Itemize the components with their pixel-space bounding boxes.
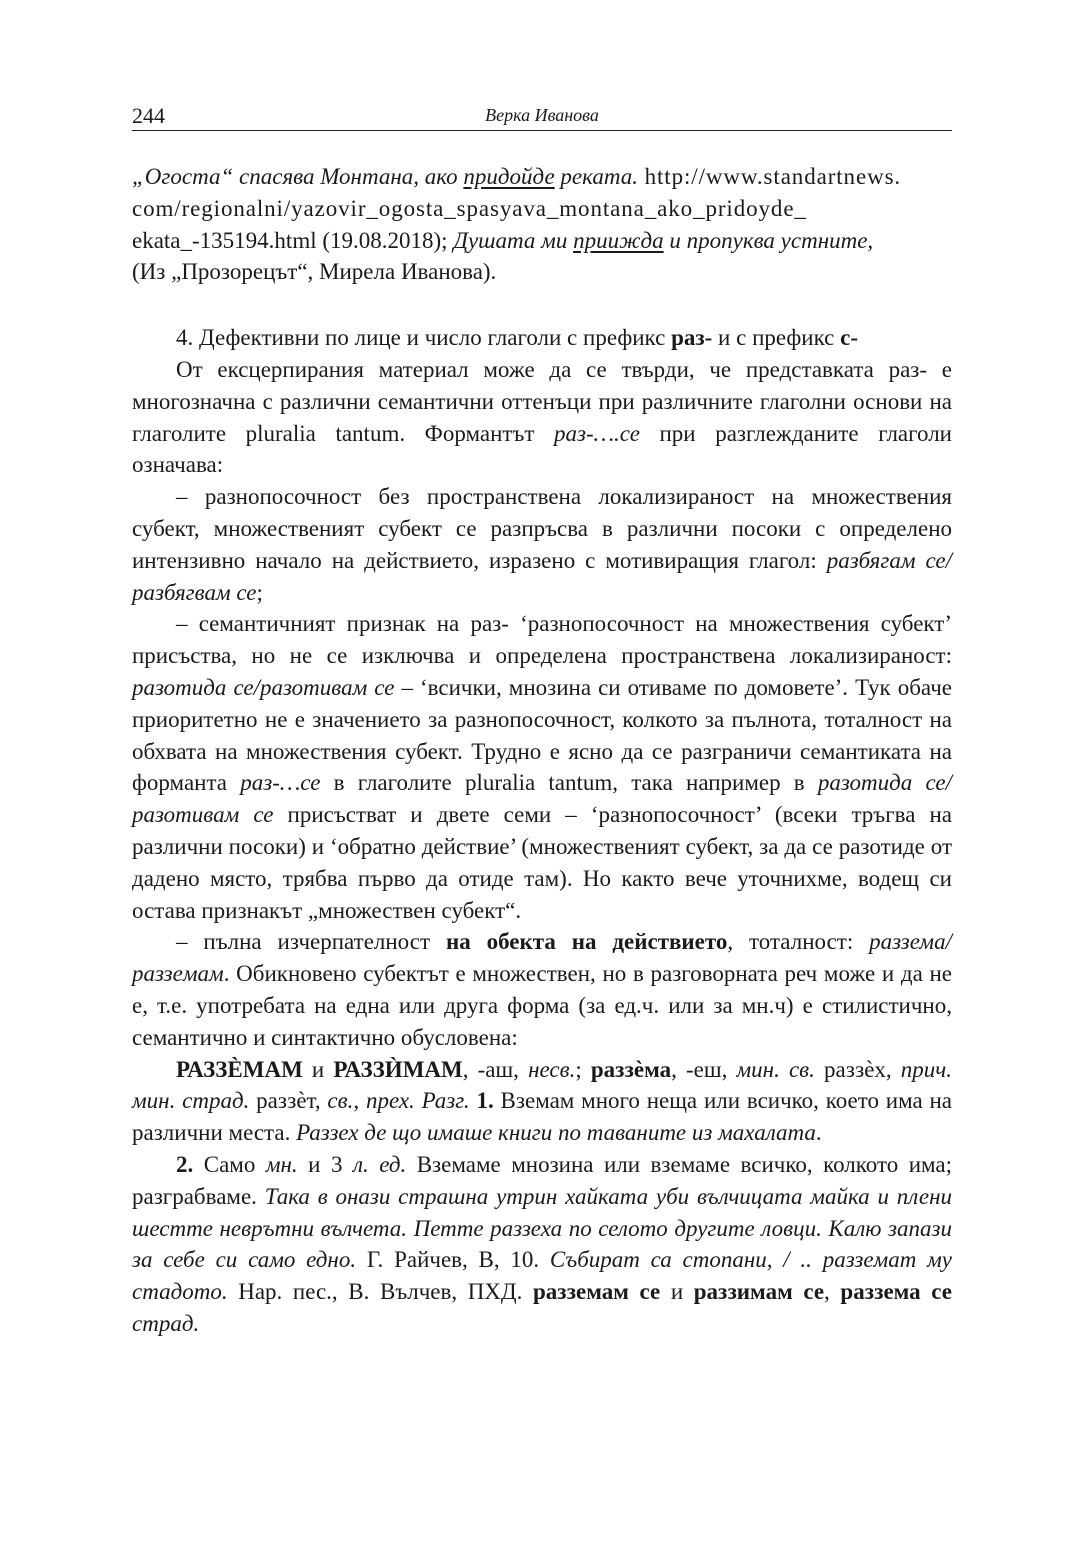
- reference-paragraph: [132, 161, 952, 288]
- quote-open: „: [132, 164, 145, 189]
- page-number: 244: [132, 103, 165, 128]
- list-item-1: [132, 481, 952, 608]
- entry-text-1: и: [302, 1056, 334, 1082]
- entry-text-3: ;: [575, 1056, 591, 1082]
- sense2-text-6: и: [660, 1279, 694, 1305]
- item2-text-4: присъстват и двете семи – ‘разнопосочност’ (всеки тръгва на различни посоки) и ‘обратно действие’ (множественият субект, за да се разотиде от дадено място, трябва първо да отиде там). Но както вече уточнихме, водещ си остава признакът „множествен субект“.: [132, 802, 952, 923]
- item1-text-2: ;: [256, 579, 263, 605]
- entry-gram-1: несв.: [528, 1056, 576, 1082]
- source-url-a: http://www.standartnews.: [637, 164, 902, 189]
- entry-gram-4: св.: [327, 1088, 354, 1114]
- sense2-definition: Вземаме мнозина или вземаме всичко, колкото има; разграбваме.: [132, 1151, 953, 1209]
- headword-3: раззѐма: [590, 1056, 672, 1082]
- entry-text-10: .: [815, 1120, 822, 1146]
- sense2-example-1: Така в онази страшна утрин хайката уби вълчицата майка и плени шестте неврътни вълчета. Петте раззеха по селото другите ловци. Калю запази за себе си само едно.: [132, 1183, 952, 1273]
- entry-gram-5: прех. Разг.: [365, 1088, 470, 1114]
- entry-text-6: раззѐт,: [249, 1088, 328, 1114]
- item2-formant: раз-…се: [240, 770, 321, 796]
- sense-number-2: 2.: [176, 1151, 194, 1177]
- item3-text-3: . Обикновено субектът е множествен, но в разговорната реч може и да не е, т.е. употребата на една или друга форма (за ед.ч. или за мн.ч) е стилистично, семантично и синтактично обусловена:: [132, 961, 952, 1050]
- running-head: Верка Иванова: [485, 105, 599, 125]
- list-item-2: [132, 608, 952, 926]
- item2-example-1: разотида се/разотивам се: [132, 674, 395, 700]
- p1-formant: раз-….се: [553, 420, 640, 446]
- entry-text-5: раззѐх,: [814, 1056, 901, 1082]
- sense2-gram-2: л. ед.: [352, 1151, 407, 1177]
- paragraph-gap: [132, 288, 952, 322]
- headword-1: РАЗЗЀМАМ: [176, 1056, 303, 1082]
- item1-text-1: – разнопосочност без пространствена локализираност на множествения субект, множественият субект се разпръсва в различни посоки с определено интензивно начало на действието, изразено с мотивиращия глагол:: [132, 484, 952, 573]
- heading-prefix-raz: раз-: [671, 325, 713, 351]
- item2-text-3: в глаголите pluralia tantum, така например в: [320, 770, 818, 796]
- quote-2-part-b: и пропуква устните,: [663, 227, 874, 253]
- body-paragraph-1: [132, 354, 952, 481]
- item2-text-2: – ‘всички, мнозина си отиваме по домовете’. Тук обаче приоритетно не е значението за разнопосочност, колкото за пълнота, тоталност на обхвата на множествения субект. Трудно е ясно да се разграничи семантиката на форманта: [132, 674, 952, 796]
- entry-text-8: [470, 1088, 477, 1113]
- p1-text-2: при разглежданите глаголи означава:: [132, 420, 952, 478]
- sense-1-definition: Вземам много неща или всичко, което има на различни места.: [132, 1088, 953, 1146]
- item3-text-2: , тоталност:: [727, 929, 870, 955]
- sense2-example-2: Събират са стопани, / .. раззeмат му стадото.: [132, 1247, 952, 1305]
- item3-text-1: – пълна изчерпателност: [176, 929, 446, 955]
- item2-text-1: – семантичният признак на раз- ‘разнопосочност на множествения субект’ присъства, но не се изключва и определена пространствена локализираност:: [132, 611, 952, 669]
- sense2-text-2: и 3: [297, 1151, 353, 1177]
- derived-form-3: раззема се: [840, 1279, 952, 1305]
- quote-2-underlined: прииждa: [573, 227, 664, 253]
- entry-text-7: ,: [353, 1088, 366, 1114]
- entry-gram-2: мин. св.: [736, 1056, 815, 1082]
- quote-2-part-a: Душата ми: [453, 227, 574, 253]
- dictionary-entry: [132, 1054, 952, 1149]
- derived-form-1: раззeмам се: [532, 1279, 661, 1305]
- entry-gram-3: прич. мин. страд.: [132, 1056, 953, 1114]
- quote-close: “: [220, 164, 240, 189]
- item3-example: раззема/раззeмам: [132, 929, 952, 987]
- section-heading: [132, 322, 952, 354]
- sense-1-example: Раззех де що имаше книги по таваните из махалата: [296, 1120, 816, 1146]
- p1-text-1: От ексцерпирания материал може да се твърди, че представката раз- е многозначна с различни семантични оттенъци при различните глаголни основи на глаголите pluralia tantum. Формантът: [132, 356, 952, 446]
- source-url-b: com/regionalni/yazovir_ogosta_spasyava_montana_ako_pridoyde_: [132, 195, 807, 221]
- sense2-gram-passive: страд.: [132, 1310, 200, 1336]
- sense-number-1: 1.: [476, 1088, 494, 1114]
- heading-text-2: и с префикс: [712, 325, 841, 351]
- heading-prefix-s: с-: [840, 325, 859, 351]
- quote-1-part-c: реката.: [554, 164, 638, 189]
- item2-example-2: разотида се/разотивам се: [132, 770, 952, 828]
- heading-text-1: 4. Дефективни по лице и число глаголи с префикс: [176, 325, 672, 351]
- quote-1-part-a: Огоста: [144, 164, 221, 189]
- page-header: [132, 96, 952, 131]
- sense2-source-2: Нар. пес., В. Вълчев, ПХД.: [227, 1279, 533, 1305]
- sense2-source-1: Г. Райчев, В, 10.: [356, 1247, 550, 1273]
- sense2-gram-1: мн.: [265, 1151, 298, 1177]
- item3-bold: на обекта на действието: [445, 929, 728, 955]
- sense2-text-1: Само: [193, 1151, 266, 1177]
- derived-form-2: раззимам се: [693, 1279, 825, 1305]
- quote-1-part-b: спасява Монтана, ако: [239, 164, 464, 189]
- entry-text-2: , -аш,: [462, 1056, 529, 1082]
- item1-example: разбягам се/разбягвам се: [132, 547, 952, 605]
- book-page: [132, 96, 952, 1340]
- source-url-c: ekata_-135194.html (19.08.2018);: [132, 227, 454, 253]
- dictionary-sense-2: [132, 1149, 952, 1340]
- sense2-text-7: ,: [824, 1279, 841, 1305]
- headword-2: РАЗЗЍМАМ: [333, 1056, 463, 1082]
- quote-1-underlined: придойде: [463, 164, 555, 189]
- list-item-3: [132, 926, 952, 1053]
- entry-text-4: , -еш,: [671, 1056, 737, 1082]
- quote-2-source: (Из „Прозорецът“, Мирела Иванова).: [132, 259, 497, 285]
